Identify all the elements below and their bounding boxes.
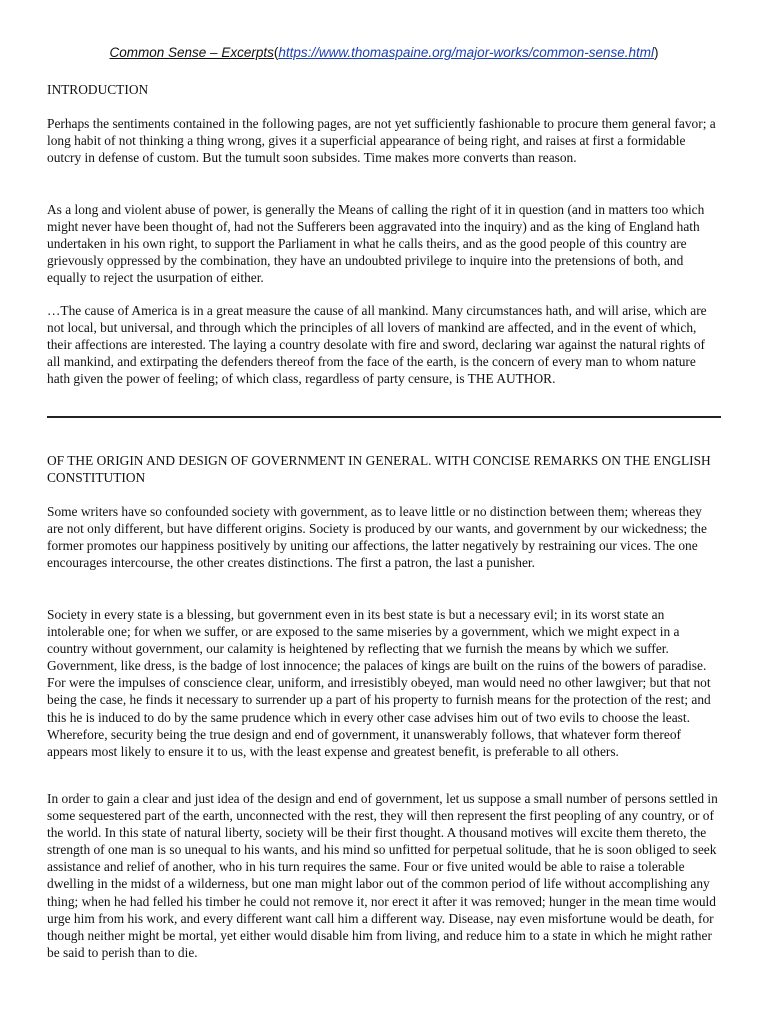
paragraph: In order to gain a clear and just idea of the design and end of government, let us suppose a small number of persons settled in some sequestered part of the earth, unconnected with the rest, they will then represent the first peopling of any country, or of the world. In this state of natural liberty, society will be their first thought. A thousand motives will excite them thereto, the strength of one man is so unequal to his wants, and his mind so unfitted for perpetual solitude, that he is soon obliged to seek assistance and relief of another, who in his turn requires the same. Four or five united would be able to raise a tolerable dwelling in the midst of a wilderness, but one man might labor out of the common period of life without accomplishing any thing; when he had felled his timber he could not remove it, nor erect it after it was removed; hunger in the mean time would urge him from his work, and every different want call him a different way. Disease, nay even misfortune would be death, for though neither might be mortal, yet either would disable him from living, and reduce him to a state in which he might rather be said to perish than to die. [47,791,718,960]
section-heading-origin-of-government: OF THE ORIGIN AND DESIGN OF GOVERNMENT IN GENERAL. WITH CONCISE REMARKS ON THE ENGLISH CONSTITUTION [47,453,711,486]
paren-close: ) [653,45,659,60]
paragraph: Perhaps the sentiments contained in the following pages, are not yet sufficiently fashionable to procure them general favor; a long habit of not thinking a thing wrong, gives it a superficial appearance of being right, and raises at first a formidable outcry in defense of custom. But the tumult soon subsides. Time makes more converts than reason. [47,116,716,166]
section-heading-introduction: INTRODUCTION [47,82,149,97]
paragraph: Some writers have so confounded society with government, as to leave little or no distinction between them; whereas they are not only different, but have different origins. Society is produced by our wants, and government by our wickedness; the former promotes our happiness positively by uniting our affections, the latter negatively by restraining our vices. The one encourages intercourse, the other creates distinctions. The first a patron, the last a punisher. [47,504,707,571]
paren-open: ( [273,45,279,60]
document-page [47,0,721,1024]
paragraph: Society in every state is a blessing, but government even in its best state is but a necessary evil; in its worst state an intolerable one; for when we suffer, or are exposed to the same miseries by a government, which we might expect in a country without government, our calamity is heightened by reflecting that we furnish the means by which we suffer. Government, like dress, is the badge of lost innocence; the palaces of kings are built on the ruins of the bowers of paradise. For were the impulses of conscience clear, uniform, and irresistibly obeyed, man would need no other lawgiver; but that not being the case, he finds it necessary to surrender up a part of his property to furnish means for the protection of the rest; and this he is induced to do by the same prudence which in every other case advises him out of two evils to choose the least. Wherefore, security being the true design and end of government, it unanswerably follows, that whatever form thereof appears most likely to ensure it to us, with the least expense and greatest benefit, is preferable to all others. [47,607,711,759]
document-title: Common Sense – Excerpts [109,45,274,60]
source-link[interactable]: https://www.thomaspaine.org/major-works/common-sense.html [278,45,654,60]
section-divider [47,416,721,418]
paragraph: …The cause of America is in a great measure the cause of all mankind. Many circumstances hath, and will arise, which are not local, but universal, and through which the principles of all lovers of mankind are affected, and in the event of which, their affections are interested. The laying a country desolate with fire and sword, declaring war against the natural rights of all mankind, and extirpating the defenders thereof from the face of the earth, is the concern of every man to whom nature hath given the power of feeling; of which class, regardless of party censure, is THE AUTHOR. [47,303,707,387]
paragraph: As a long and violent abuse of power, is generally the Means of calling the right of it in question (and in matters too which might never have been thought of, had not the Sufferers been aggravated into the inquiry) and as the king of England hath undertaken in his own right, to support the Parliament in what he calls theirs, and as the good people of this country are grievously oppressed by the combination, they have an undoubted privilege to inquire into the pretensions of both, and equally to reject the usurpation of either. [47,202,705,286]
document-header [47,44,721,61]
